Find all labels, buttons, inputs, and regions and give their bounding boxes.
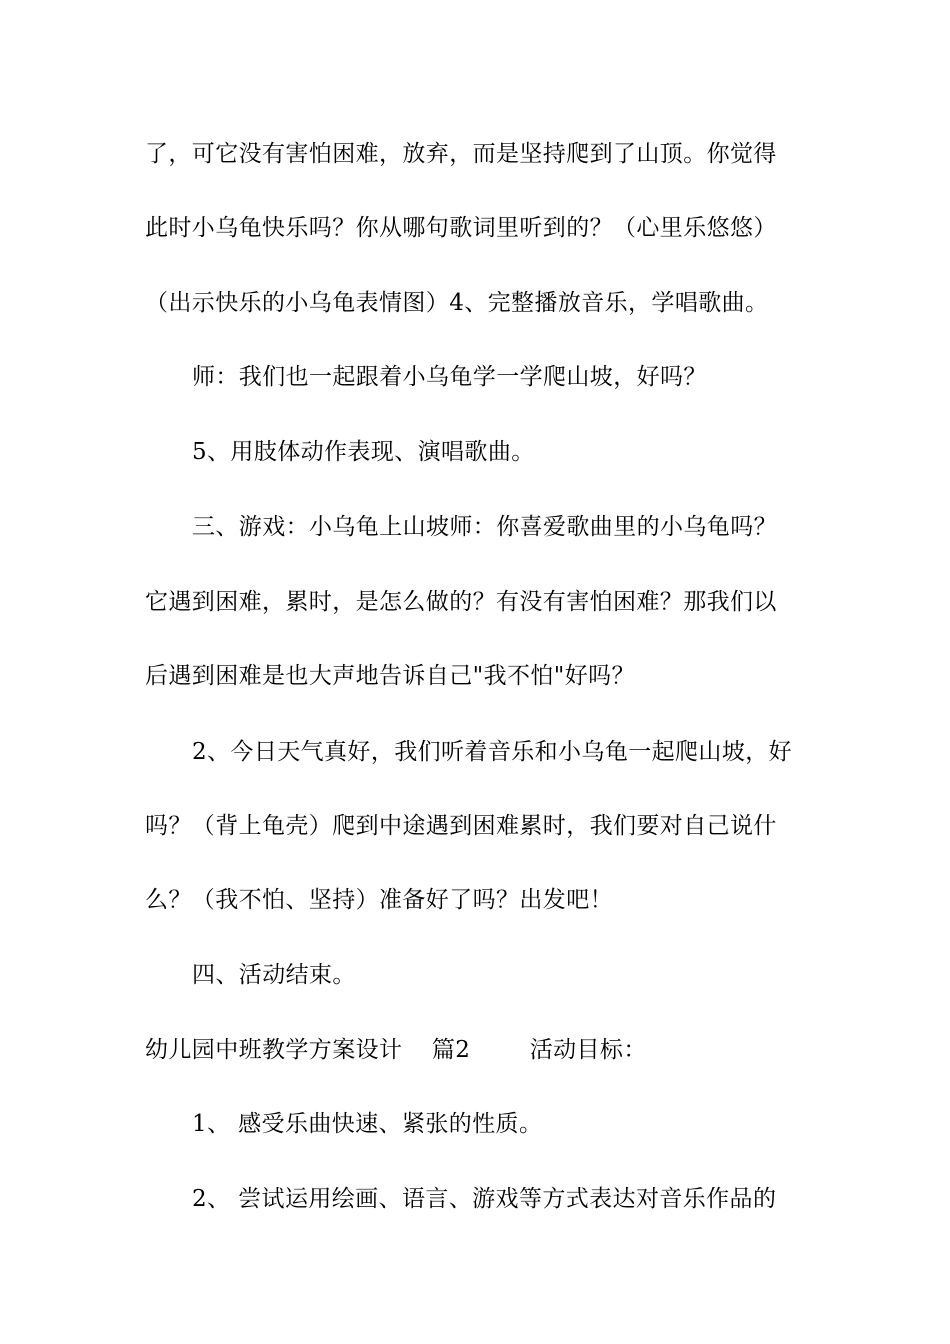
part-label: 篇2 bbox=[431, 1037, 471, 1063]
text-line: 么？（我不怕、坚持）准备好了吗？出发吧！ bbox=[145, 887, 613, 913]
section-label: 活动目标： bbox=[529, 1037, 647, 1063]
section-heading bbox=[145, 1035, 815, 1065]
text-line: 此时小乌龟快乐吗？你从哪句歌词里听到的？（心里乐悠悠） bbox=[145, 215, 777, 241]
document-title: 幼儿园中班教学方案设计 bbox=[145, 1037, 403, 1063]
text-line: 5、用肢体动作表现、演唱歌曲。 bbox=[192, 439, 535, 465]
text-line: （出示快乐的小乌龟表情图）4、完整播放音乐，学唱歌曲。 bbox=[145, 290, 769, 316]
text-line: 后遇到困难是也大声地告诉自己"我不怕"好吗？ bbox=[145, 663, 635, 689]
text-line: 吗？（背上龟壳）爬到中途遇到困难累时，我们要对自己说什 bbox=[145, 813, 777, 839]
text-line: 师：我们也一起跟着小乌龟学一学爬山坡，好吗？ bbox=[192, 364, 707, 390]
text-line: 四、活动结束。 bbox=[192, 962, 356, 988]
text-line: 2、今日天气真好，我们听着音乐和小乌龟一起爬山坡，好 bbox=[192, 739, 793, 765]
list-item: 1、 感受乐曲快速、紧张的性质。 bbox=[192, 1111, 543, 1137]
list-item: 2、 尝试运用绘画、语言、游戏等方式表达对音乐作品的 bbox=[192, 1186, 777, 1212]
text-line: 了，可它没有害怕困难，放弃，而是坚持爬到了山顶。你觉得 bbox=[145, 141, 777, 167]
text-line: 三、游戏：小乌龟上山坡师：你喜爱歌曲里的小乌龟吗？ bbox=[192, 514, 777, 540]
text-line: 它遇到困难，累时，是怎么做的？有没有害怕困难？那我们以 bbox=[145, 589, 777, 615]
